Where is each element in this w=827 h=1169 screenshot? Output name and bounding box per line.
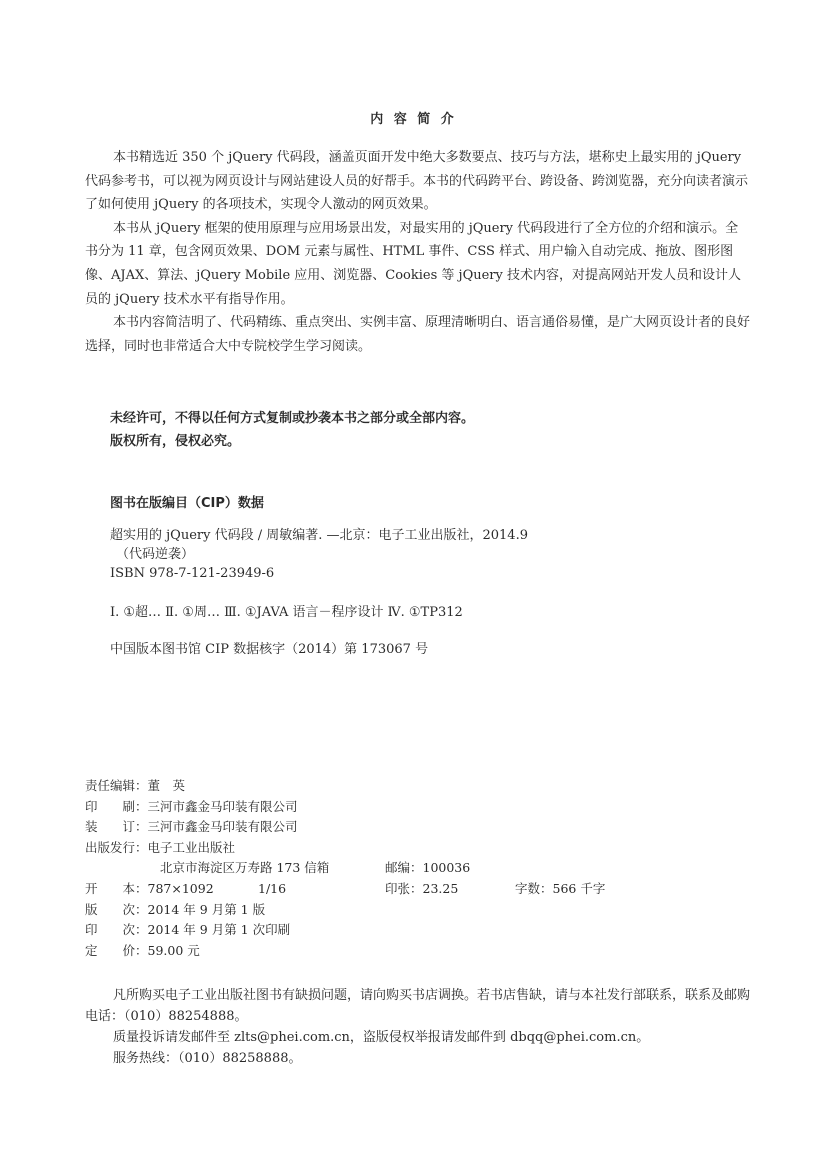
price-label: 定 价： xyxy=(85,942,148,958)
cip-line-2: （代码逆袭） xyxy=(116,547,195,562)
pub-row-publisher xyxy=(85,838,745,859)
print-value: 三河市鑫金马印装有限公司 xyxy=(147,798,298,814)
words-value: 字数：566 千字 xyxy=(515,880,606,896)
cip-heading: 图书在版编目（CIP）数据 xyxy=(110,496,264,511)
pub-row-impression xyxy=(85,920,745,941)
complaint-email: 质量投诉请发邮件至 zlts@phei.com.cn，盗版侵权举报请发邮件到 dbqq@phei.com.cn。 xyxy=(113,1030,650,1045)
book-introduction xyxy=(85,146,750,358)
publication-details xyxy=(85,776,745,961)
format-value: 787×1092 xyxy=(147,880,214,896)
pub-row-price xyxy=(85,941,745,962)
service-hotline: 服务热线：（010）88258888。 xyxy=(113,1051,302,1066)
cip-line-1: 超实用的 jQuery 代码段 / 周敏编著. —北京：电子工业出版社，2014.9 xyxy=(110,528,528,543)
impression-label: 印 次： xyxy=(85,922,148,938)
impression-value: 2014 年 9 月第 1 次印刷 xyxy=(147,922,291,938)
intro-paragraph-1: 本书精选近 350 个 jQuery 代码段，涵盖页面开发中绝大多数要点、技巧与方法，堪称史上最实用的 jQuery 代码参考书，可以视为网页设计与网站建设人员的好帮手。本书的代码跨平台、跨设备、跨浏览器，充分向读者演示了如何使用 jQuery 的各项技术，实现令人激动的网页效果。 xyxy=(85,150,749,213)
address-value: 北京市海淀区万寿路 173 信箱 xyxy=(160,860,330,876)
intro-paragraph-3: 本书内容简洁明了、代码精练、重点突出、实例丰富、原理清晰明白、语言通俗易懂，是广大网页设计者的良好选择，同时也非常适合大中专院校学生学习阅读。 xyxy=(85,315,751,354)
rights-notice xyxy=(110,407,750,453)
rights-line-2: 版权所有，侵权必究。 xyxy=(110,434,241,449)
editor-value: 董 英 xyxy=(147,778,186,793)
cip-record xyxy=(110,526,770,583)
format-label: 开 本： xyxy=(85,880,148,896)
binding-value: 三河市鑫金马印装有限公司 xyxy=(147,819,298,835)
pub-row-print xyxy=(85,797,745,818)
pub-row-edition xyxy=(85,900,745,921)
publisher-label: 出版发行： xyxy=(85,839,148,855)
print-label: 印 刷： xyxy=(85,798,148,814)
pub-row-format xyxy=(85,879,745,900)
cip-line-3: ISBN 978-7-121-23949-6 xyxy=(110,566,275,581)
pub-row-address xyxy=(85,858,745,879)
pub-row-editor xyxy=(85,776,745,797)
publisher-value: 电子工业出版社 xyxy=(147,839,236,855)
defect-notice: 凡所购买电子工业出版社图书有缺损问题，请向购买书店调换。若书店售缺，请与本社发行部联系，联系及邮购电话：（010）88254888。 xyxy=(85,988,751,1024)
footer-notices xyxy=(85,985,750,1069)
editor-label: 责任编辑： xyxy=(85,778,148,793)
sheets-value: 印张：23.25 xyxy=(385,880,459,896)
intro-paragraph-2: 本书从 jQuery 框架的使用原理与应用场景出发，对最实用的 jQuery 代码段进行了全方位的介绍和演示。全书分为 11 章，包含网页效果、DOM 元素与属性、HTML 事件、CSS 样式、用户输入自动完成、拖放、图形图像、AJAX、算法、jQuery Mobile 应用、浏览器、Cookies 等 jQuery 技术内容，对提高网站开发人员和设计人员的 jQuery 技术水平有指导作用。 xyxy=(85,220,741,307)
page-title: 内 容 简 介 xyxy=(370,112,457,127)
price-value: 59.00 元 xyxy=(147,942,200,958)
edition-value: 2014 年 9 月第 1 版 xyxy=(147,901,266,917)
cip-classification: Ⅰ. ①超… Ⅱ. ①周… Ⅲ. ①JAVA 语言－程序设计 Ⅳ. ①TP312 xyxy=(110,605,463,620)
cip-data-number: 中国版本图书馆 CIP 数据核字（2014）第 173067 号 xyxy=(110,642,429,657)
rights-line-1: 未经许可，不得以任何方式复制或抄袭本书之部分或全部内容。 xyxy=(110,411,475,426)
pub-row-binding xyxy=(85,817,745,838)
format-fraction: 1/16 xyxy=(258,880,287,896)
postcode-value: 邮编：100036 xyxy=(385,860,471,876)
edition-label: 版 次： xyxy=(85,901,148,917)
binding-label: 装 订： xyxy=(85,819,148,835)
